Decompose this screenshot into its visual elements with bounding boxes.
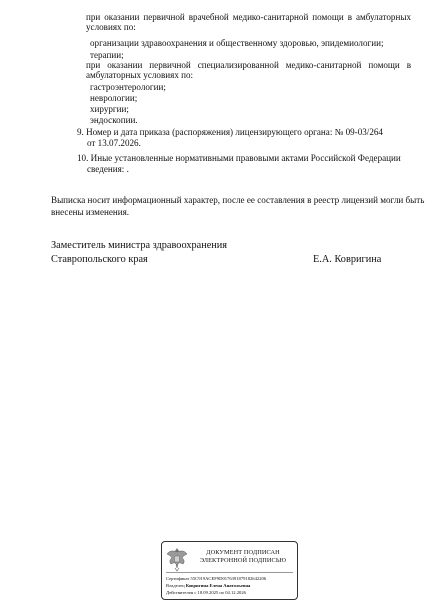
specialized-care-item: эндоскопии.	[90, 115, 138, 125]
specialized-care-intro-line1: при оказании первичной специализированной медико-санитарной помощи в	[86, 60, 411, 70]
stamp-certificate	[166, 576, 298, 582]
signatory-position-line1: Заместитель министра здравоохранения	[51, 240, 228, 251]
stamp-title-line2: ЭЛЕКТРОННОЙ ПОДПИСЬЮ	[199, 557, 287, 564]
stamp-certificate-label: Сертификат	[166, 576, 190, 581]
other-info-line1: 10. Иные установленные нормативными правовыми актами Российской Федерации	[77, 153, 401, 163]
primary-care-intro-line1: при оказании первичной врачебной медико-санитарной помощи в амбулаторных	[86, 12, 411, 22]
electronic-signature-stamp	[161, 541, 298, 600]
specialized-care-item: хирургии;	[90, 104, 129, 114]
primary-care-intro-line2: условиях по:	[86, 22, 136, 32]
stamp-owner	[166, 583, 298, 589]
specialized-care-item: гастроэнтерологии;	[90, 82, 166, 92]
primary-care-item: организации здравоохранения и общественному здоровью, эпидемиологии;	[90, 38, 384, 48]
stamp-title-line1: ДОКУМЕНТ ПОДПИСАН	[206, 549, 280, 556]
order-number-line2: от 13.07.2026.	[87, 138, 141, 148]
stamp-title	[190, 549, 296, 565]
signatory-position-line2: Ставропольского края	[51, 254, 148, 265]
stamp-validity: Действителен с 18.09.2025 по 04.12.2026	[166, 590, 246, 595]
specialized-care-item: неврологии;	[90, 93, 138, 103]
primary-care-item: терапии;	[90, 50, 124, 60]
specialized-care-intro-line2: амбулаторных условиях по:	[86, 70, 194, 80]
other-info-line2: сведения: .	[87, 164, 129, 174]
signatory-name: Е.А. Ковригина	[313, 254, 382, 265]
coat-of-arms-icon	[165, 546, 189, 572]
stamp-owner-value: Ковригина Елена Анатольевна	[185, 583, 251, 588]
disclaimer-line1: Выписка носит информационный характер, после ее составления в реестр лицензий могли быть	[51, 195, 425, 205]
stamp-divider	[166, 572, 293, 573]
stamp-owner-label: Владелец	[166, 583, 185, 588]
disclaimer-line2: внесены изменения.	[51, 207, 130, 217]
stamp-certificate-value: 55C919ACEF9D0176391879182642206	[190, 576, 267, 581]
order-number-line1: 9. Номер и дата приказа (распоряжения) лицензирующего органа: № 09-03/264	[77, 127, 383, 137]
